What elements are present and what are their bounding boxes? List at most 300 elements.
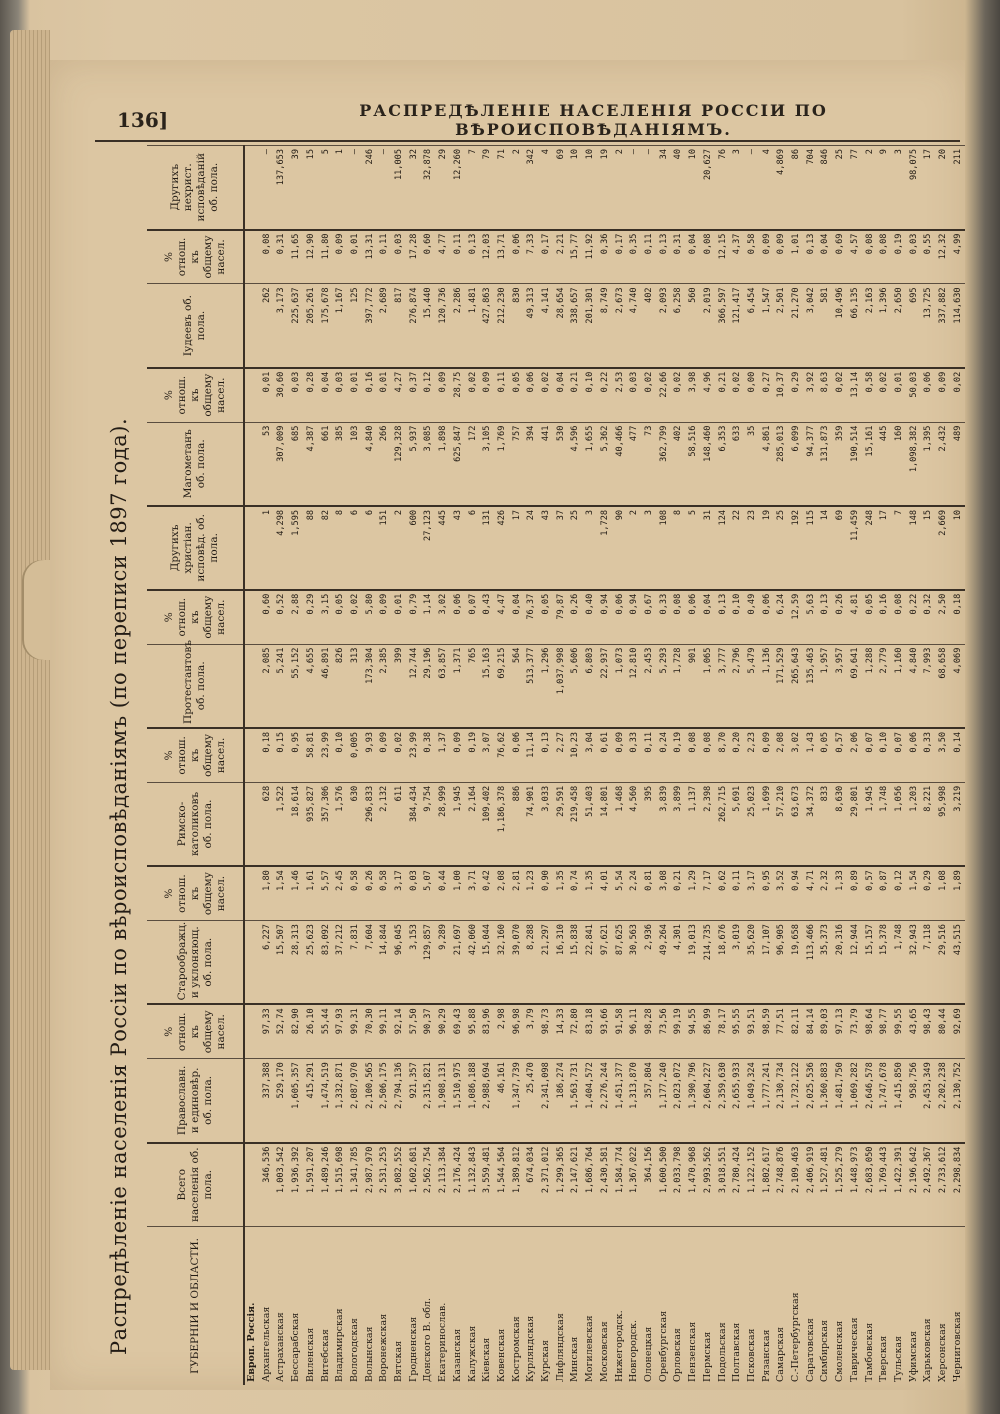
value-cell: 1,769,443: [877, 1143, 892, 1227]
value-cell: 1,61: [304, 866, 319, 920]
value-cell: —: [627, 146, 642, 230]
value-cell: 1,14: [421, 590, 436, 644]
value-cell: 72,80: [568, 1004, 583, 1058]
table-row: [377, 146, 392, 1386]
value-cell: 114,630: [951, 284, 966, 368]
value-cell: 2,23: [745, 728, 760, 782]
value-cell: 3,082,552: [392, 1143, 407, 1227]
value-cell: 0,05: [333, 590, 348, 644]
value-cell: 0,09: [451, 728, 466, 782]
province-name-cell: Владимирская: [333, 1226, 348, 1385]
value-cell: 98,075: [907, 146, 922, 230]
value-cell: 5,80: [363, 590, 378, 644]
value-cell: 14: [818, 506, 833, 590]
value-cell: 4,47: [495, 590, 510, 644]
value-cell: 1,389,812: [510, 1143, 525, 1227]
value-cell: 57,210: [774, 782, 789, 866]
value-cell: —: [745, 146, 760, 230]
table-row: [936, 146, 951, 1386]
value-cell: 1,591,207: [304, 1143, 319, 1227]
value-cell: 0,09: [774, 230, 789, 284]
value-cell: 12,03: [480, 230, 495, 284]
value-cell: 0,04: [818, 230, 833, 284]
value-cell: 2,562,754: [421, 1143, 436, 1227]
value-cell: 958,756: [907, 1059, 922, 1143]
value-cell: [244, 368, 260, 422]
value-cell: 2,650: [892, 284, 907, 368]
value-cell: 8,63: [818, 368, 833, 422]
value-cell: 4: [760, 146, 775, 230]
value-cell: 1,00: [451, 866, 466, 920]
province-name-cell: Тамбовская: [863, 1226, 878, 1385]
province-name-cell: Курская: [539, 1226, 554, 1385]
value-cell: 25: [833, 146, 848, 230]
table-row: [907, 146, 922, 1386]
value-cell: 15,161: [863, 422, 878, 506]
table-body: [244, 146, 965, 1386]
value-cell: 0,06: [907, 728, 922, 782]
province-name-cell: Калужская: [466, 1226, 481, 1385]
value-cell: 0,01: [348, 368, 363, 422]
value-cell: 0,40: [583, 590, 598, 644]
value-cell: 2,147,621: [568, 1143, 583, 1227]
column-header: Другихъ христіан. исповѣд. об. пола.: [147, 506, 244, 590]
value-cell: 1,186,378: [495, 782, 510, 866]
value-cell: 46,891: [319, 644, 334, 728]
value-cell: 1,89: [951, 866, 966, 920]
value-cell: 1,522: [274, 782, 289, 866]
value-cell: 2,085: [260, 644, 275, 728]
value-cell: [244, 506, 260, 590]
value-cell: 13,725: [921, 284, 936, 368]
value-cell: 0,74: [568, 866, 583, 920]
value-cell: 24: [524, 506, 539, 590]
running-title: РАСПРЕДѢЛЕНІЕ НАСЕЛЕНІЯ РОССІИ ПО ВѢРОИСПОВѢДАНІЯМЪ.: [359, 101, 828, 139]
value-cell: 1,80: [260, 866, 275, 920]
value-cell: 2,646,578: [863, 1059, 878, 1143]
value-cell: 0,02: [642, 368, 657, 422]
value-cell: 40,466: [613, 422, 628, 506]
province-name-cell: Харьковская: [921, 1226, 936, 1385]
value-cell: 17,28: [407, 230, 422, 284]
value-cell: 5,07: [421, 866, 436, 920]
value-cell: 42,060: [466, 921, 481, 1005]
table-row: [244, 146, 260, 1386]
value-cell: 2,113,384: [436, 1143, 451, 1227]
value-cell: 25: [568, 506, 583, 590]
value-cell: 307,009: [274, 422, 289, 506]
value-cell: 0,17: [539, 230, 554, 284]
value-cell: 82,11: [789, 1004, 804, 1058]
value-cell: 32,160: [495, 921, 510, 1005]
value-cell: 402: [642, 284, 657, 368]
value-cell: 5,54: [613, 866, 628, 920]
value-cell: 0,01: [348, 230, 363, 284]
value-cell: 90,29: [436, 1004, 451, 1058]
value-cell: 9,289: [436, 921, 451, 1005]
value-cell: 0,69: [833, 230, 848, 284]
value-cell: 214,735: [701, 921, 716, 1005]
value-cell: 489: [951, 422, 966, 506]
value-cell: 93,51: [745, 1004, 760, 1058]
value-cell: 151: [377, 506, 392, 590]
value-cell: 5,293: [657, 644, 672, 728]
value-cell: 0,10: [333, 728, 348, 782]
table-header: [147, 146, 244, 1386]
value-cell: 3,98: [686, 368, 701, 422]
value-cell: 51,403: [583, 782, 598, 866]
value-cell: 34: [657, 146, 672, 230]
value-cell: 12,944: [848, 921, 863, 1005]
value-cell: 0,06: [613, 590, 628, 644]
value-cell: 2,176,424: [451, 1143, 466, 1227]
value-cell: 0,24: [657, 728, 672, 782]
value-cell: 1,313,870: [627, 1059, 642, 1143]
value-cell: 2,406,919: [804, 1143, 819, 1227]
value-cell: 1,908,131: [436, 1059, 451, 1143]
value-cell: 29,196: [421, 644, 436, 728]
value-cell: 3,08: [657, 866, 672, 920]
value-cell: 120,736: [436, 284, 451, 368]
value-cell: 0,10: [730, 590, 745, 644]
value-cell: 0,02: [877, 368, 892, 422]
value-cell: 0,04: [686, 230, 701, 284]
value-cell: 16,310: [554, 921, 569, 1005]
value-cell: 2,683,050: [863, 1143, 878, 1227]
table-title: Распредѣленіе населенія Россіи по вѣроисповѣданіямъ (по переписи 1897 года).: [107, 417, 131, 1355]
value-cell: 7,33: [524, 230, 539, 284]
value-cell: 186,274: [554, 1059, 569, 1143]
value-cell: 21,297: [539, 921, 554, 1005]
value-cell: 1,525,279: [833, 1143, 848, 1227]
province-name-cell: Псковская: [745, 1226, 760, 1385]
value-cell: 0,95: [760, 866, 775, 920]
value-cell: 0,11: [642, 728, 657, 782]
value-cell: 1,35: [554, 866, 569, 920]
province-name-cell: Пермская: [701, 1226, 716, 1385]
value-cell: 69,641: [848, 644, 863, 728]
value-cell: 78,17: [716, 1004, 731, 1058]
value-cell: 12,15: [716, 230, 731, 284]
province-name-cell: Вятская: [392, 1226, 407, 1385]
value-cell: 0,52: [274, 590, 289, 644]
value-cell: 0,01: [260, 368, 275, 422]
province-name-cell: Самарская: [774, 1226, 789, 1385]
value-cell: 9,754: [421, 782, 436, 866]
value-cell: 0,08: [671, 590, 686, 644]
table-row: [657, 146, 672, 1386]
column-header: ГУБЕРНІИ И ОБЛАСТИ.: [147, 1226, 244, 1385]
value-cell: 385: [333, 422, 348, 506]
value-cell: 0,08: [701, 230, 716, 284]
value-cell: 1,957: [818, 644, 833, 728]
value-cell: 262: [260, 284, 275, 368]
value-cell: 29,801: [848, 782, 863, 866]
value-cell: 3,105: [480, 422, 495, 506]
value-cell: 1,395: [921, 422, 936, 506]
value-cell: 43: [451, 506, 466, 590]
value-cell: 5,63: [804, 590, 819, 644]
value-cell: 445: [436, 506, 451, 590]
value-cell: 0,05: [863, 590, 878, 644]
value-cell: 600: [407, 506, 422, 590]
value-cell: 1,137: [686, 782, 701, 866]
value-cell: 4,387: [304, 422, 319, 506]
value-cell: 99,55: [892, 1004, 907, 1058]
value-cell: 1,08: [936, 866, 951, 920]
value-cell: 0,22: [598, 368, 613, 422]
table-row: [495, 146, 510, 1386]
table-row: [951, 146, 966, 1386]
value-cell: 29,591: [554, 782, 569, 866]
value-cell: 212,230: [495, 284, 510, 368]
value-cell: 402: [671, 422, 686, 506]
value-cell: 1,945: [863, 782, 878, 866]
value-cell: 0,19: [892, 230, 907, 284]
value-cell: 0,14: [951, 728, 966, 782]
value-cell: 0,005: [348, 728, 363, 782]
value-cell: 0,06: [510, 230, 525, 284]
value-cell: 35,373: [818, 921, 833, 1005]
province-name-cell: Олонецкая: [642, 1226, 657, 1385]
value-cell: 99,11: [377, 1004, 392, 1058]
value-cell: 3,085: [421, 422, 436, 506]
value-cell: 1,655: [583, 422, 598, 506]
value-cell: 1,122,152: [745, 1143, 760, 1227]
value-cell: 1,802,617: [760, 1143, 775, 1227]
value-cell: [244, 1004, 260, 1058]
value-cell: 5: [686, 506, 701, 590]
value-cell: 0,04: [701, 590, 716, 644]
value-cell: 266: [377, 422, 392, 506]
value-cell: 4,840: [907, 644, 922, 728]
table-row: [260, 146, 275, 1386]
table-row: [568, 146, 583, 1386]
value-cell: 3,52: [774, 866, 789, 920]
value-cell: [244, 590, 260, 644]
table-row: [510, 146, 525, 1386]
value-cell: 1,049,324: [745, 1059, 760, 1143]
province-name-cell: Ковенская: [495, 1226, 510, 1385]
value-cell: 3: [892, 146, 907, 230]
value-cell: 0,13: [539, 728, 554, 782]
value-cell: 564: [510, 644, 525, 728]
value-cell: 477: [627, 422, 642, 506]
value-cell: 628: [260, 782, 275, 866]
province-name-cell: Европ. Россія.: [244, 1226, 260, 1385]
value-cell: 95,998: [936, 782, 951, 866]
column-header: Протестантовъ об. пола.: [147, 644, 244, 728]
value-cell: 131,873: [818, 422, 833, 506]
value-cell: 2,109,463: [789, 1143, 804, 1227]
value-cell: 3,153: [407, 921, 422, 1005]
value-cell: 23,99: [407, 728, 422, 782]
value-cell: 0,26: [363, 866, 378, 920]
value-cell: 0,17: [613, 230, 628, 284]
value-cell: 148: [907, 506, 922, 590]
value-cell: 0,04: [319, 368, 334, 422]
value-cell: 0,01: [377, 368, 392, 422]
value-cell: 337,882: [936, 284, 951, 368]
value-cell: 91,58: [613, 1004, 628, 1058]
value-cell: 98,59: [760, 1004, 775, 1058]
value-cell: 25: [774, 506, 789, 590]
value-cell: 98,77: [877, 1004, 892, 1058]
value-cell: 1,481,750: [833, 1059, 848, 1143]
value-cell: 73: [642, 422, 657, 506]
column-header: % отнош. къ общему насел.: [147, 368, 244, 422]
value-cell: 5,479: [745, 644, 760, 728]
value-cell: 96,11: [627, 1004, 642, 1058]
value-cell: 0,60: [421, 230, 436, 284]
value-cell: 22: [730, 506, 745, 590]
value-cell: 0,01: [392, 590, 407, 644]
value-cell: 89,03: [818, 1004, 833, 1058]
value-cell: 15,157: [863, 921, 878, 1005]
value-cell: 131: [480, 506, 495, 590]
value-cell: 98,43: [921, 1004, 936, 1058]
value-cell: 1,547: [760, 284, 775, 368]
province-name-cell: Уфимская: [907, 1226, 922, 1385]
value-cell: 4,57: [848, 230, 863, 284]
value-cell: 0,60: [260, 590, 275, 644]
value-cell: 1,945: [451, 782, 466, 866]
value-cell: 6: [363, 506, 378, 590]
value-cell: 661: [319, 422, 334, 506]
value-cell: [244, 1059, 260, 1143]
value-cell: 1,748: [877, 782, 892, 866]
province-name-cell: Оренбургская: [657, 1226, 672, 1385]
value-cell: 92,69: [951, 1004, 966, 1058]
value-cell: 2,164: [466, 782, 481, 866]
table-row: [877, 146, 892, 1386]
value-cell: 3,219: [951, 782, 966, 866]
value-cell: 2,453: [642, 644, 657, 728]
value-cell: 39,070: [510, 921, 525, 1005]
value-cell: 7,604: [363, 921, 378, 1005]
value-cell: 0,94: [598, 590, 613, 644]
value-cell: 2,130,752: [951, 1059, 966, 1143]
value-cell: 530: [554, 422, 569, 506]
value-cell: 19,658: [789, 921, 804, 1005]
value-cell: 86: [789, 146, 804, 230]
value-cell: 29,516: [936, 921, 951, 1005]
value-cell: 611: [392, 782, 407, 866]
value-cell: 0,06: [921, 368, 936, 422]
value-cell: 2,506,175: [377, 1059, 392, 1143]
value-cell: 2,733,612: [936, 1143, 951, 1227]
value-cell: 52,74: [274, 1004, 289, 1058]
value-cell: 1,167: [333, 284, 348, 368]
value-cell: 0,49: [745, 590, 760, 644]
value-cell: 1,576: [333, 782, 348, 866]
value-cell: 73,56: [657, 1004, 672, 1058]
province-name-cell: Таврическая: [848, 1226, 863, 1385]
column-header: % отнош. къ общему насел.: [147, 728, 244, 782]
value-cell: 357,804: [642, 1059, 657, 1143]
value-cell: 3,777: [716, 644, 731, 728]
value-cell: 55,44: [319, 1004, 334, 1058]
province-name-cell: Херсонская: [936, 1226, 951, 1385]
value-cell: 1,584,774: [613, 1143, 628, 1227]
value-cell: 0,02: [730, 368, 745, 422]
province-name-cell: Тульская: [892, 1226, 907, 1385]
value-cell: 4,840: [363, 422, 378, 506]
value-cell: 1,299,365: [554, 1143, 569, 1227]
province-name-cell: Виленская: [304, 1226, 319, 1385]
value-cell: —: [377, 146, 392, 230]
value-cell: 15: [304, 146, 319, 230]
value-cell: 17: [510, 506, 525, 590]
value-cell: 3,02: [436, 590, 451, 644]
value-cell: 90,37: [421, 1004, 436, 1058]
value-cell: 20,316: [833, 921, 848, 1005]
value-cell: 12,744: [407, 644, 422, 728]
value-cell: 40: [671, 146, 686, 230]
value-cell: 205,261: [304, 284, 319, 368]
province-name-cell: Витебская: [319, 1226, 334, 1385]
value-cell: 35,620: [745, 921, 760, 1005]
value-cell: 2: [613, 146, 628, 230]
value-cell: 0,57: [863, 866, 878, 920]
value-cell: 121,417: [730, 284, 745, 368]
value-cell: 1,595: [289, 506, 304, 590]
value-cell: 6,258: [671, 284, 686, 368]
value-cell: 0,87: [877, 866, 892, 920]
value-cell: 8,630: [833, 782, 848, 866]
value-cell: 5,691: [730, 782, 745, 866]
value-cell: 32,943: [907, 921, 922, 1005]
value-cell: 29: [436, 146, 451, 230]
value-cell: 2,987,970: [363, 1143, 378, 1227]
value-cell: 18,676: [716, 921, 731, 1005]
column-header: % отнош. къ общему насел.: [147, 1004, 244, 1058]
value-cell: 13,71: [495, 230, 510, 284]
value-cell: 69: [833, 506, 848, 590]
value-cell: 3,17: [745, 866, 760, 920]
value-cell: [244, 230, 260, 284]
value-cell: 0,36: [598, 230, 613, 284]
province-name-cell: Тверская: [877, 1226, 892, 1385]
value-cell: 19,013: [686, 921, 701, 1005]
value-cell: [244, 284, 260, 368]
value-cell: 4,740: [627, 284, 642, 368]
value-cell: 0,13: [818, 590, 833, 644]
value-cell: 0,95: [289, 728, 304, 782]
value-cell: 0,02: [671, 368, 686, 422]
value-cell: 2,673: [613, 284, 628, 368]
value-cell: 1,563,731: [568, 1059, 583, 1143]
value-cell: 125: [348, 284, 363, 368]
value-cell: 97,13: [833, 1004, 848, 1058]
value-cell: 28,654: [554, 284, 569, 368]
value-cell: 0,06: [760, 590, 775, 644]
column-header: Іудеевъ об. пола.: [147, 284, 244, 368]
value-cell: 77,51: [774, 1004, 789, 1058]
value-cell: 31: [701, 506, 716, 590]
value-cell: 83,092: [319, 921, 334, 1005]
value-cell: 4,77: [436, 230, 451, 284]
value-cell: 833: [818, 782, 833, 866]
value-cell: 0,02: [833, 368, 848, 422]
value-cell: 1,086,188: [466, 1059, 481, 1143]
value-cell: 7,17: [701, 866, 716, 920]
province-name-cell: Казанская: [451, 1226, 466, 1385]
value-cell: [244, 866, 260, 920]
value-cell: [244, 644, 260, 728]
value-cell: 2,398: [701, 782, 716, 866]
value-cell: 0,29: [789, 368, 804, 422]
